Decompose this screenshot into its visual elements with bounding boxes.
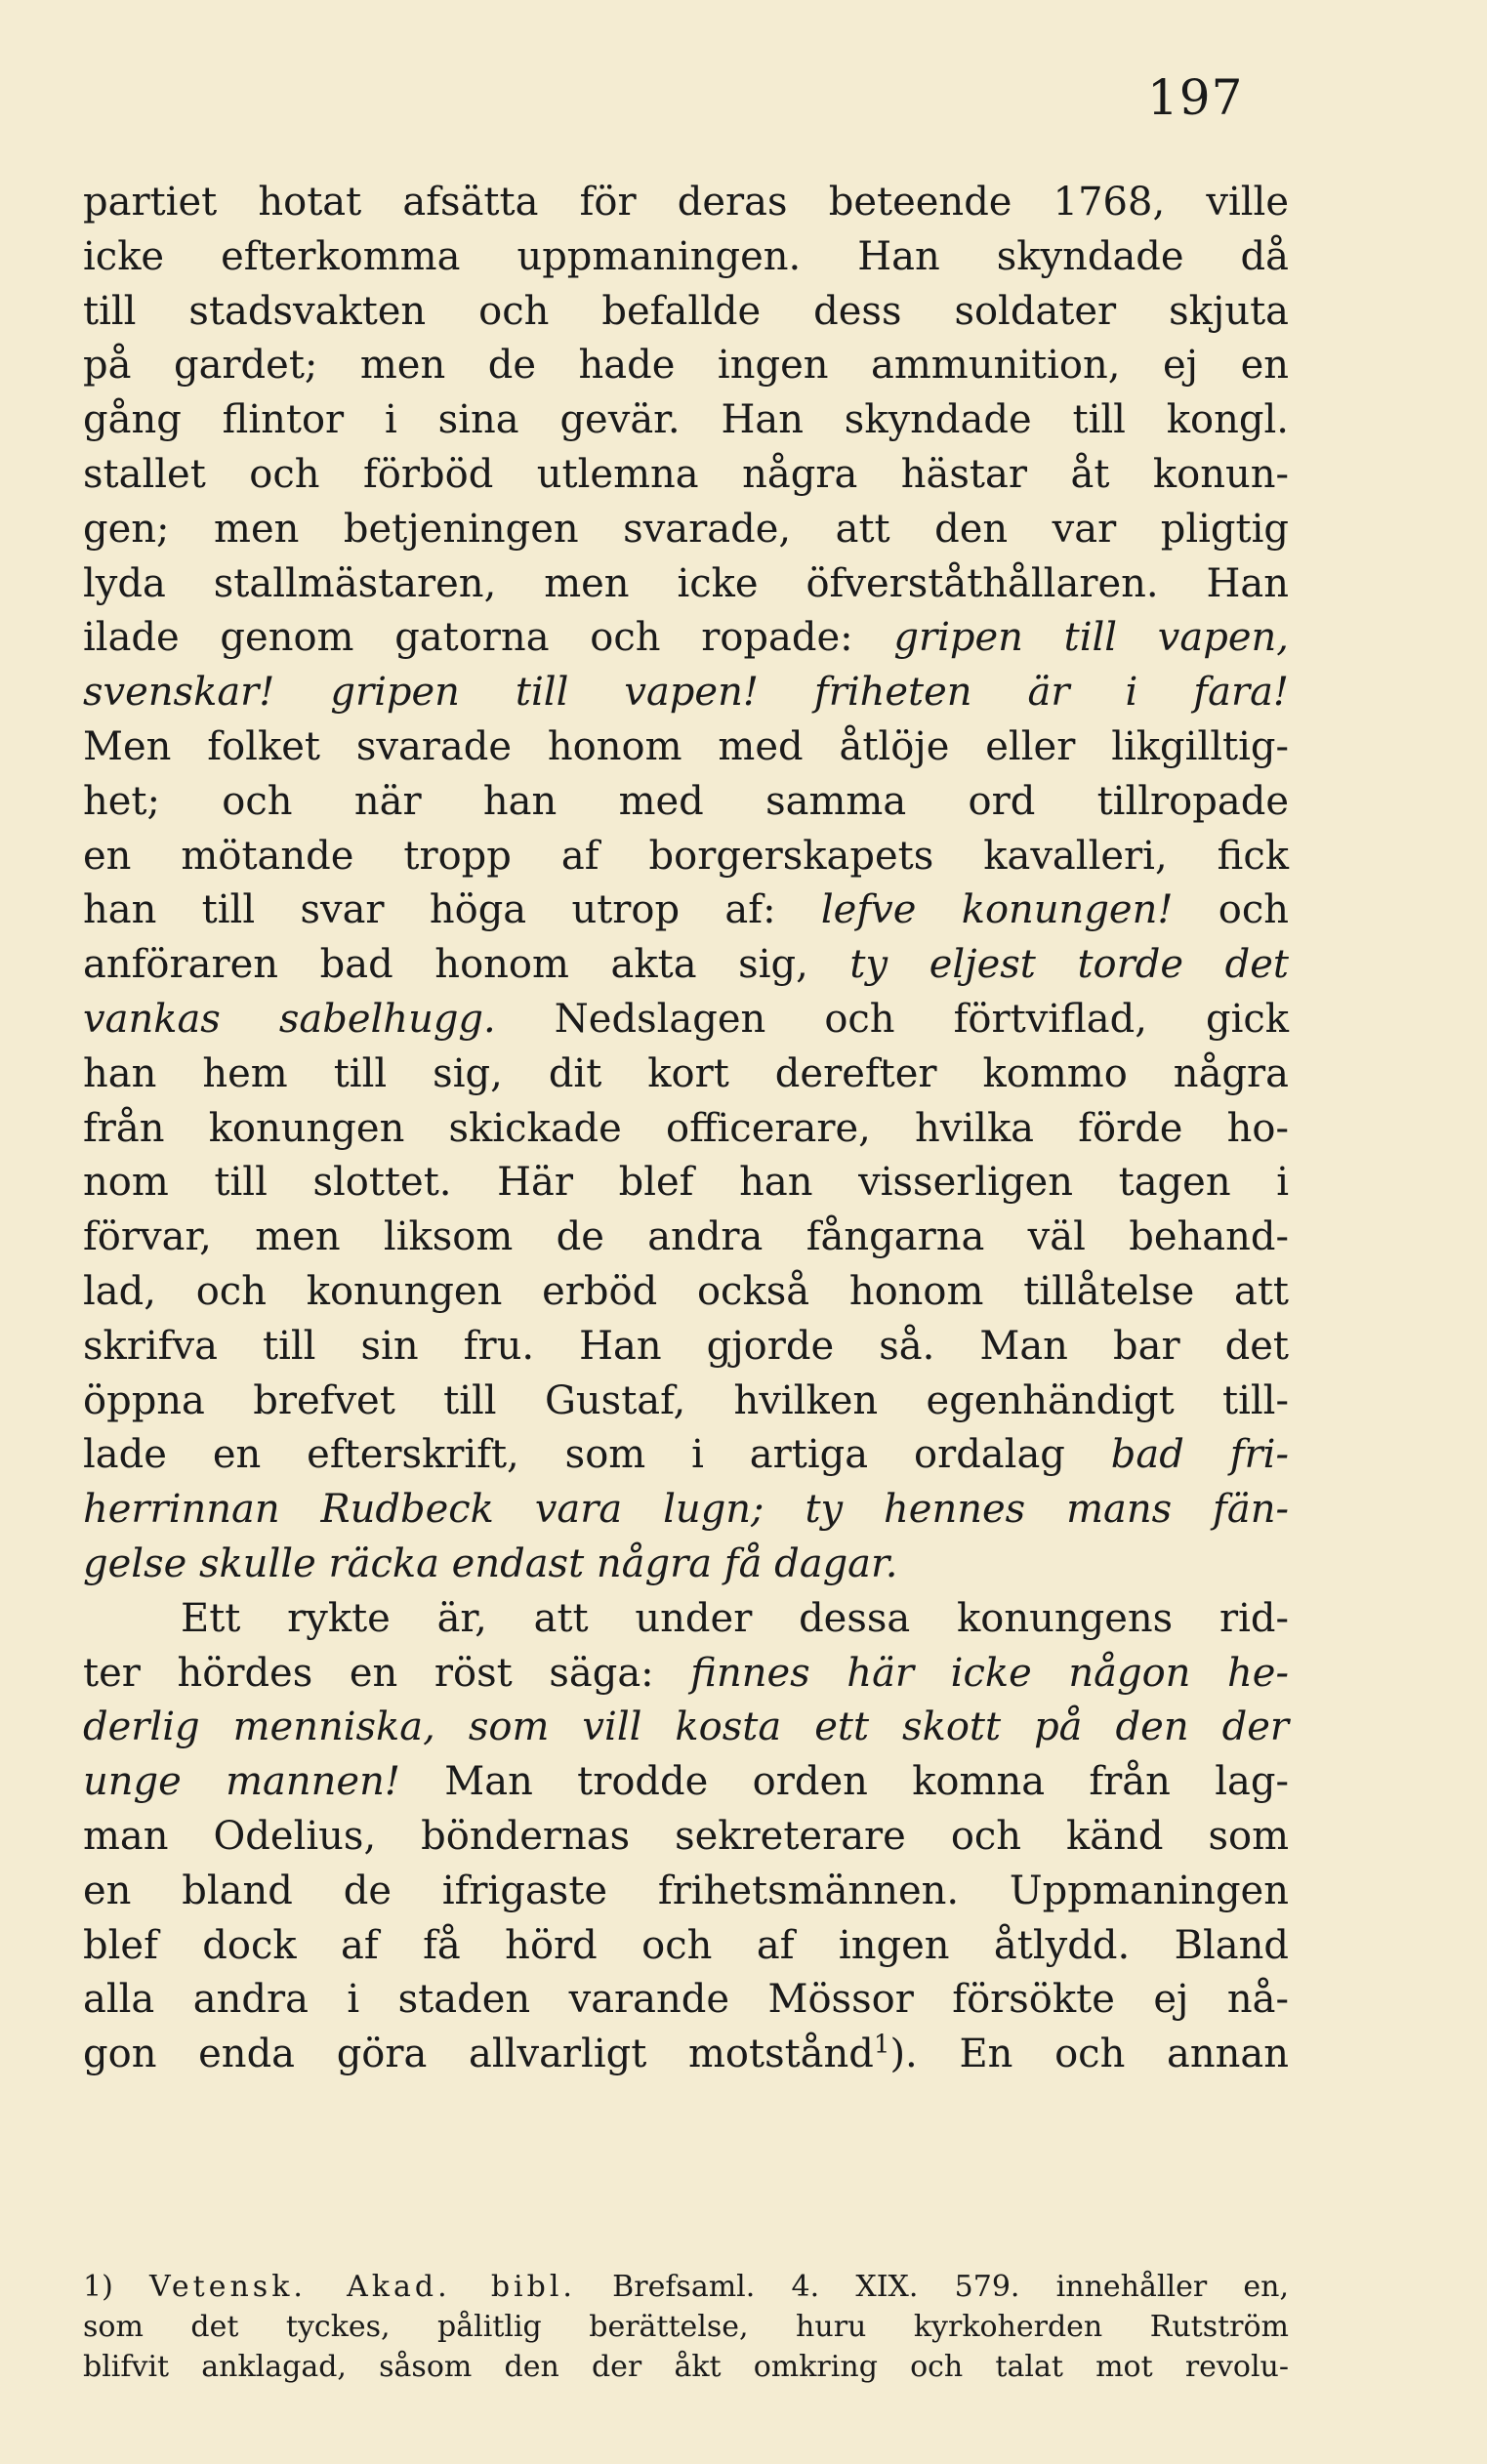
line-text: ilade genom gatorna och ropade: <box>83 615 894 661</box>
line-text: Nedslagen och förtviflad, gick <box>495 996 1290 1042</box>
text-line <box>83 775 1289 830</box>
line-text: het; och när han med samma ord tillropade <box>83 778 1289 824</box>
text-line <box>83 1156 1289 1211</box>
text-line <box>83 285 1289 340</box>
text-line <box>83 1265 1289 1320</box>
footnote <box>83 2267 1289 2387</box>
footnote-text: som det tyckes, pålitlig berättelse, huru kyrkoherden Rutström <box>83 2310 1289 2344</box>
italic-text: unge mannen! <box>83 1759 400 1805</box>
text-line <box>83 883 1289 938</box>
line-text: skrifva till sin fru. Han gjorde så. Man bar det <box>83 1323 1289 1369</box>
line-text: på gardet; men de hade ingen ammunition, ej en <box>83 343 1289 389</box>
line-text: öppna brefvet till Gustaf, hvilken egenhändigt till- <box>83 1377 1289 1423</box>
footnote-line <box>83 2267 1289 2307</box>
italic-text: vankas sabelhugg. <box>83 996 496 1042</box>
line-text: en bland de ifrigaste frihetsmännen. Uppmaningen <box>83 1868 1289 1913</box>
line-text: förvar, men liksom de andra fångarna väl behand- <box>83 1214 1289 1260</box>
text-line <box>83 1755 1289 1810</box>
text-line <box>83 993 1289 1047</box>
line-text: lad, och konungen erböd också honom tillåtelse att <box>83 1268 1289 1314</box>
line-text: stallet och förböd utlemna några hästar åt konun- <box>83 451 1289 497</box>
text-line <box>83 666 1289 720</box>
line-text: från konungen skickade officerare, hvilka förde ho- <box>83 1105 1289 1151</box>
line-text: ). En och annan <box>889 2032 1289 2077</box>
line-text: gon enda göra allvarligt motstånd <box>83 2032 874 2077</box>
line-text: partiet hotat afsätta för deras beteende 1768, ville <box>83 180 1289 225</box>
text-line <box>83 503 1289 557</box>
text-line <box>83 1375 1289 1429</box>
text-line <box>83 1592 1289 1647</box>
text-line <box>83 1538 1289 1592</box>
line-text: han hem till sig, dit kort derefter kommo några <box>83 1050 1289 1096</box>
text-line <box>83 1211 1289 1265</box>
body-text <box>83 176 1289 2082</box>
line-text: lade en efterskrift, som i artiga ordalag <box>83 1432 1111 1478</box>
line-text: Ett rykte är, att under dessa konungens rid- <box>181 1595 1289 1641</box>
footnote-source: Vetensk. Akad. bibl. <box>149 2270 576 2304</box>
italic-text: bad fri- <box>1110 1432 1289 1478</box>
italic-text: lefve konungen! <box>820 887 1174 933</box>
footnote-marker: 1 <box>873 2030 890 2060</box>
italic-text: gripen till vapen, <box>893 615 1289 661</box>
footnote-line <box>83 2347 1289 2387</box>
line-text: lyda stallmästaren, men icke öfverståthållaren. Han <box>83 560 1289 606</box>
text-line <box>83 1102 1289 1157</box>
line-text: gen; men betjeningen svarade, att den var pligtig <box>83 506 1289 552</box>
text-line <box>83 938 1289 993</box>
text-line <box>83 557 1289 612</box>
page-number: 197 <box>1147 69 1244 126</box>
text-line <box>83 393 1289 448</box>
italic-text: svenskar! gripen till vapen! friheten är i fara! <box>83 670 1289 716</box>
footnote-text: Brefsaml. 4. XIX. 579. innehåller en, <box>575 2270 1289 2304</box>
line-text: blef dock af få hörd och af ingen åtlydd. Bland <box>83 1922 1289 1968</box>
line-text: nom till slottet. Här blef han visserligen tagen i <box>83 1160 1289 1206</box>
footnote-line <box>83 2307 1289 2347</box>
line-text: och <box>1173 887 1289 933</box>
line-text: man Odelius, böndernas sekreterare och känd som <box>83 1813 1289 1859</box>
text-line <box>83 1483 1289 1538</box>
line-text: Man trodde orden komna från lag- <box>399 1759 1289 1805</box>
line-text: ter hördes en röst säga: <box>83 1650 691 1696</box>
text-line <box>83 611 1289 666</box>
footnote-number: 1) <box>83 2270 150 2304</box>
text-line <box>83 1647 1289 1702</box>
line-text: anföraren bad honom akta sig, <box>83 942 850 988</box>
line-text: gång flintor i sina gevär. Han skyndade till kongl. <box>83 397 1289 443</box>
line-text: Men folket svarade honom med åtlöje eller likgilltig- <box>83 723 1289 769</box>
text-line <box>83 720 1289 775</box>
text-line <box>83 1919 1289 1974</box>
line-text: till stadsvakten och befallde dess soldater skjuta <box>83 288 1289 334</box>
line-text: icke efterkomma uppmaningen. Han skyndade då <box>83 233 1289 279</box>
text-line <box>83 1701 1289 1755</box>
text-line <box>83 1973 1289 2028</box>
text-line <box>83 1428 1289 1483</box>
italic-text: finnes här icke någon he- <box>690 1650 1289 1696</box>
italic-text: ty eljest torde det <box>849 942 1289 988</box>
text-line <box>83 1047 1289 1102</box>
text-line <box>83 1320 1289 1375</box>
text-line <box>83 830 1289 884</box>
line-text: han till svar höga utrop af: <box>83 887 821 933</box>
italic-text: derlig menniska, som vill kosta ett skott på den der <box>83 1704 1289 1750</box>
text-line <box>83 176 1289 230</box>
text-line <box>83 1810 1289 1865</box>
line-text: en mötande tropp af borgerskapets kavalleri, fick <box>83 833 1289 879</box>
italic-text: herrinnan Rudbeck vara lugn; ty hennes mans fän- <box>83 1487 1289 1533</box>
footnote-text: blifvit anklagad, såsom den der åkt omkring och talat mot revolu- <box>83 2350 1289 2384</box>
line-text: alla andra i staden varande Mössor försökte ej nå- <box>83 1977 1289 2023</box>
text-line <box>83 339 1289 393</box>
text-line <box>83 2028 1289 2082</box>
text-line <box>83 230 1289 285</box>
italic-text: gelse skulle räcka endast några få dagar. <box>83 1540 898 1586</box>
text-line <box>83 1865 1289 1919</box>
text-line <box>83 448 1289 503</box>
